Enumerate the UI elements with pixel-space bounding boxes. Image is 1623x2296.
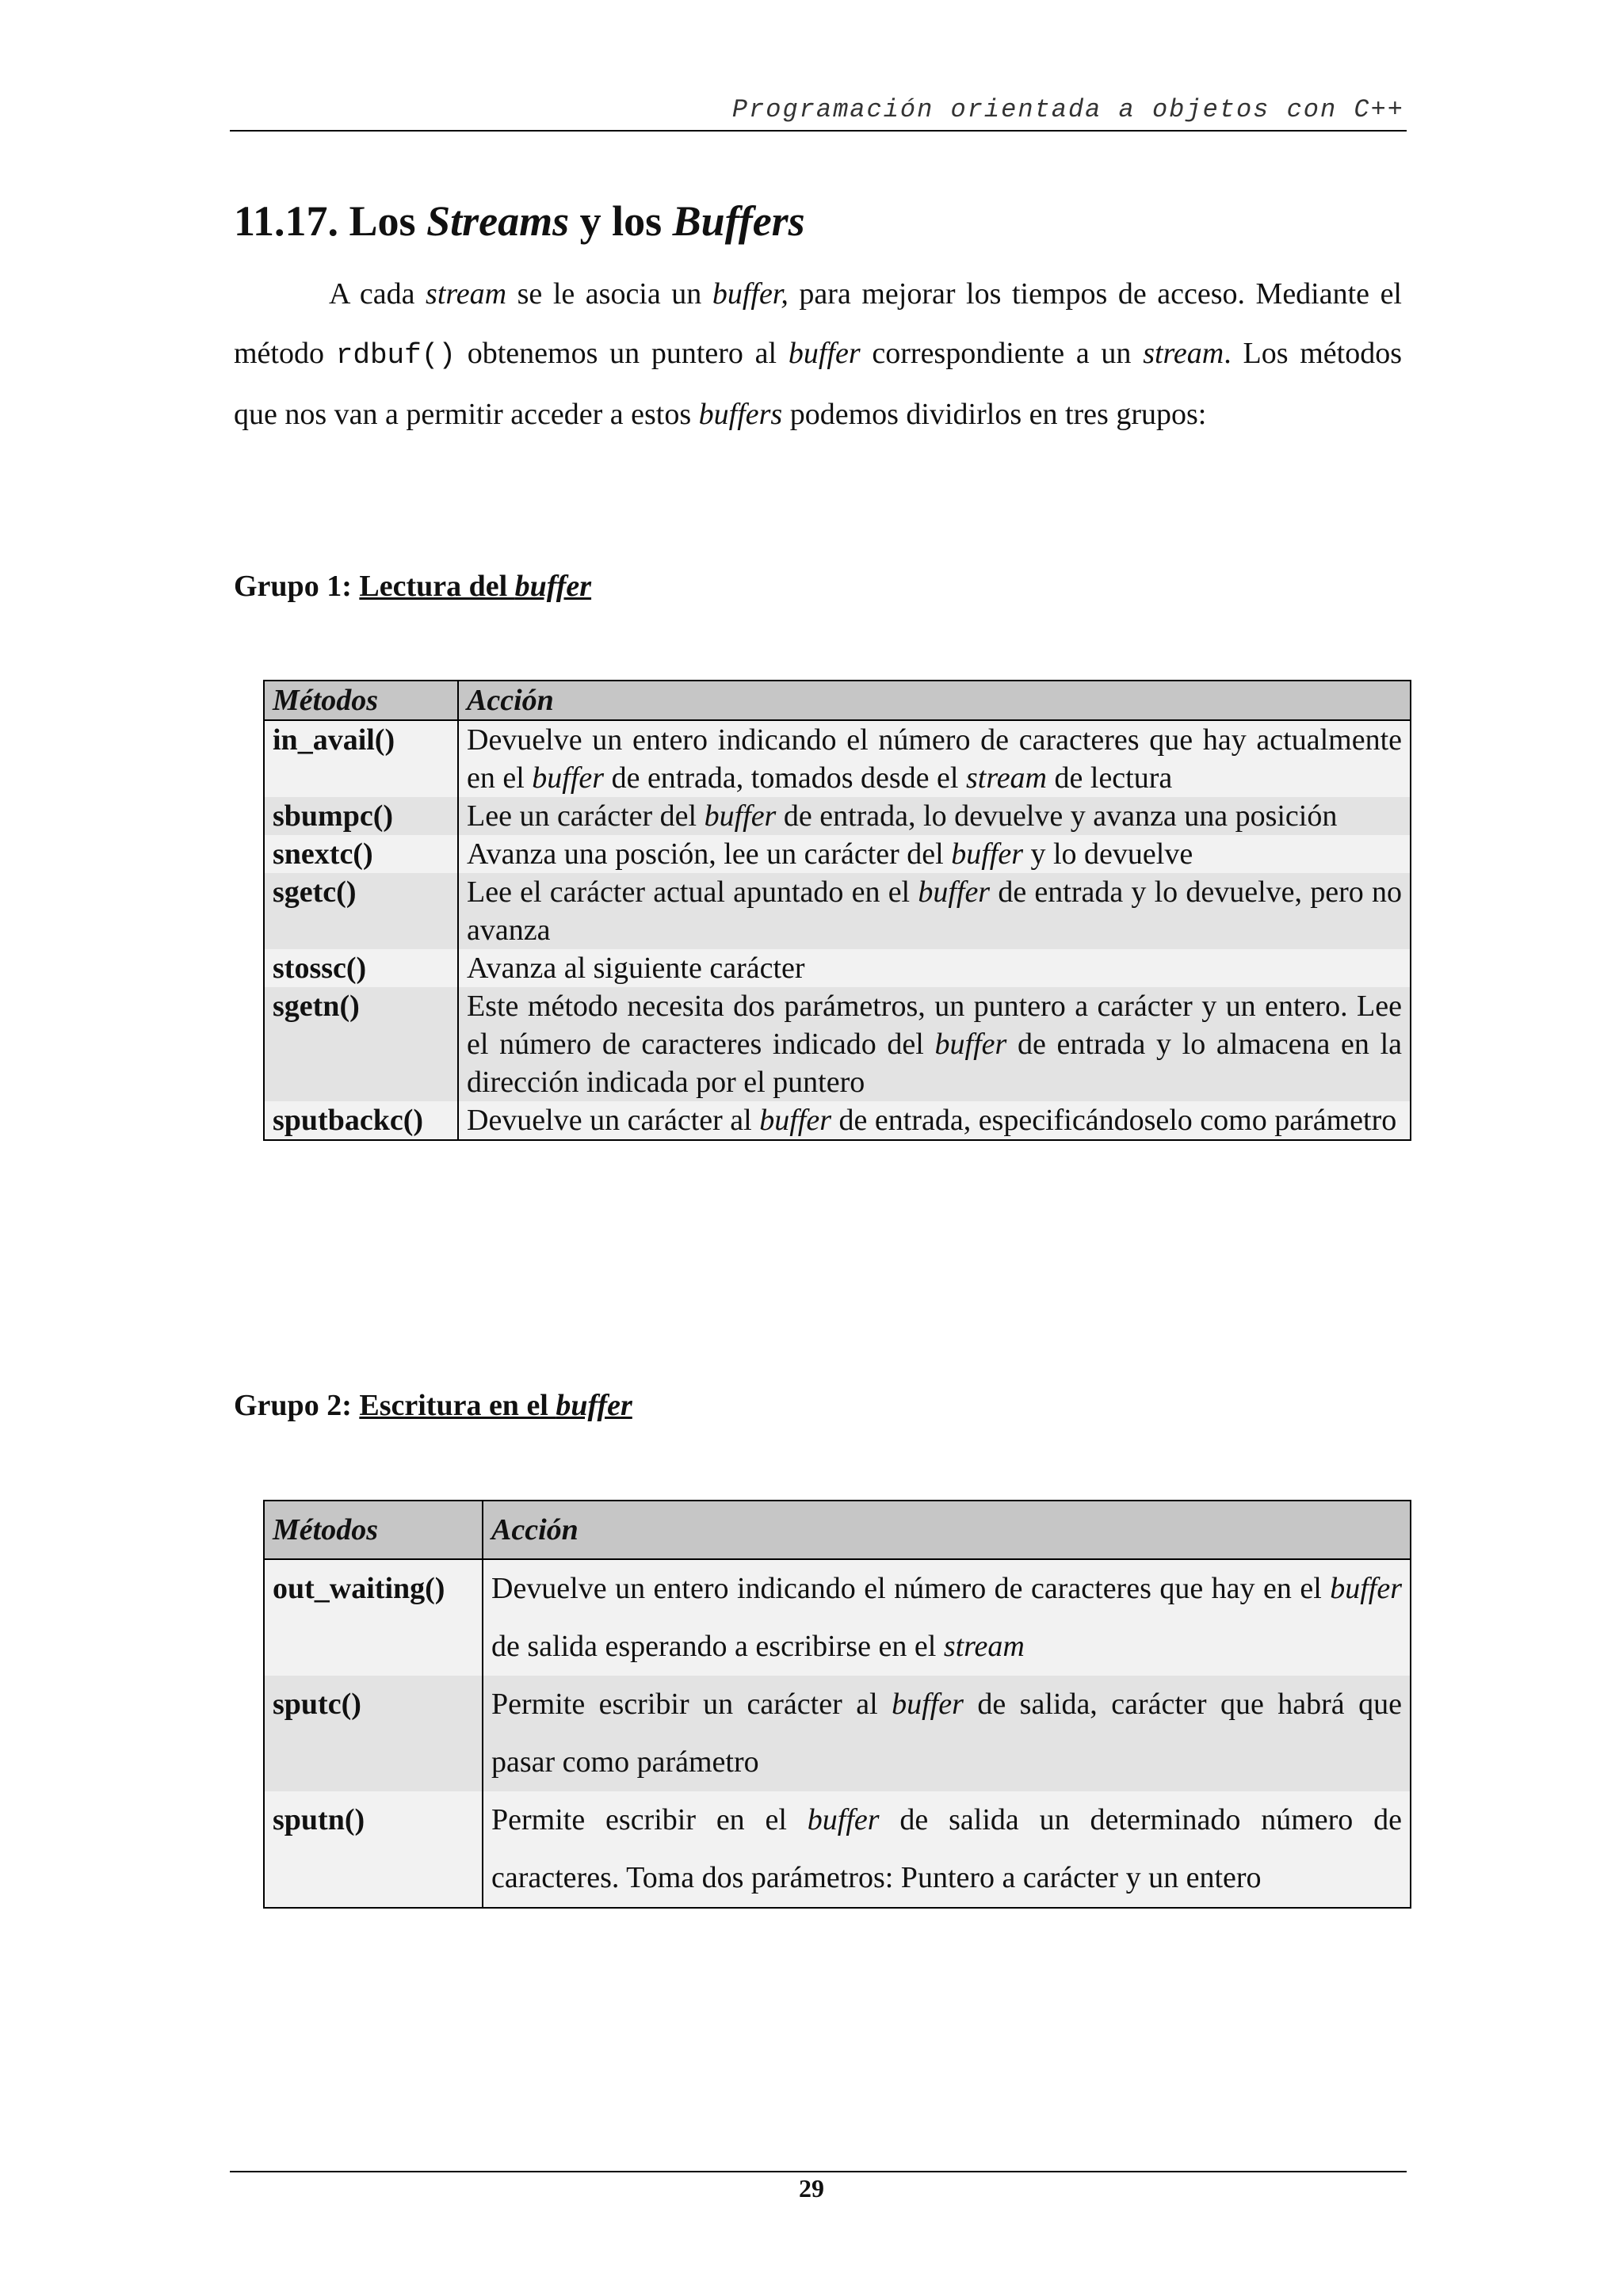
section-title: 11.17. Los Streams y los Buffers	[234, 197, 805, 245]
method-name: stossc()	[273, 952, 367, 985]
method-name: sputbackc()	[273, 1104, 424, 1137]
table-row	[264, 1676, 1411, 1791]
table-row	[264, 949, 1411, 987]
table-row	[264, 1559, 1411, 1676]
table-row	[264, 1101, 1411, 1140]
table-header-row	[264, 1501, 1411, 1559]
section-number: 11.17.	[234, 197, 339, 245]
method-name: sbumpc()	[273, 799, 394, 833]
page-number: 29	[799, 2174, 824, 2203]
table-row	[264, 1791, 1411, 1908]
read-buffer-table	[263, 680, 1411, 1141]
write-buffer-table	[263, 1500, 1411, 1909]
table-row	[264, 797, 1411, 835]
footer-rule	[230, 2171, 1407, 2172]
code-rdbuf: rdbuf()	[335, 339, 456, 372]
method-description: Permite escribir en el buffer de salida un determinado número de caracteres. Toma dos parámetros: Puntero a carácter y un entero	[483, 1791, 1411, 1908]
method-name: sgetn()	[273, 990, 360, 1023]
table-row	[264, 987, 1411, 1101]
method-description: Lee el carácter actual apuntado en el buffer de entrada y lo devuelve, pero no avanza	[458, 873, 1411, 949]
method-description: Devuelve un carácter al buffer de entrada, especificándoselo como parámetro	[458, 1101, 1411, 1140]
group1-heading: Grupo 1: Lectura del buffer	[234, 570, 592, 603]
method-description: Devuelve un entero indicando el número de caracteres que hay actualmente en el buffer de entrada, tomados desde el stream de lectura	[458, 720, 1411, 797]
table-row	[264, 835, 1411, 873]
method-name: snextc()	[273, 837, 373, 871]
method-description: Permite escribir un carácter al buffer de salida, carácter que habrá que pasar como parámetro	[483, 1676, 1411, 1791]
table-row	[264, 873, 1411, 949]
group2-heading: Grupo 2: Escritura en el buffer	[234, 1389, 632, 1422]
header-action: Acción	[483, 1501, 1411, 1559]
method-name: in_avail()	[273, 723, 395, 757]
method-description: Avanza al siguiente carácter	[458, 949, 1411, 987]
running-header: Programación orientada a objetos con C++	[731, 95, 1404, 124]
table-row	[264, 720, 1411, 797]
method-name: sputn()	[273, 1803, 365, 1836]
method-description: Lee un carácter del buffer de entrada, lo devuelve y avanza una posición	[458, 797, 1411, 835]
header-action: Acción	[458, 681, 1411, 720]
table-header-row	[264, 681, 1411, 720]
header-rule	[230, 130, 1407, 132]
method-description: Este método necesita dos parámetros, un puntero a carácter y un entero. Lee el número de caracteres indicado del buffer de entrada y lo almacena en la dirección indicada por el puntero	[458, 987, 1411, 1101]
intro-paragraph: A cada stream se le asocia un buffer, para mejorar los tiempos de acceso. Mediante el método rdbuf() obtenemos un puntero al buffer correspondiente a un stream. Los métodos que nos van a permitir acceder a estos buffers podemos dividirlos en tres grupos:	[234, 277, 1403, 431]
method-name: sputc()	[273, 1688, 361, 1721]
header-methods: Métodos	[264, 681, 458, 720]
method-description: Devuelve un entero indicando el número de caracteres que hay en el buffer de salida esperando a escribirse en el stream	[483, 1559, 1411, 1676]
method-description: Avanza una posción, lee un carácter del buffer y lo devuelve	[458, 835, 1411, 873]
header-methods: Métodos	[264, 1501, 483, 1559]
method-name: out_waiting()	[273, 1572, 445, 1605]
method-name: sgetc()	[273, 875, 357, 909]
